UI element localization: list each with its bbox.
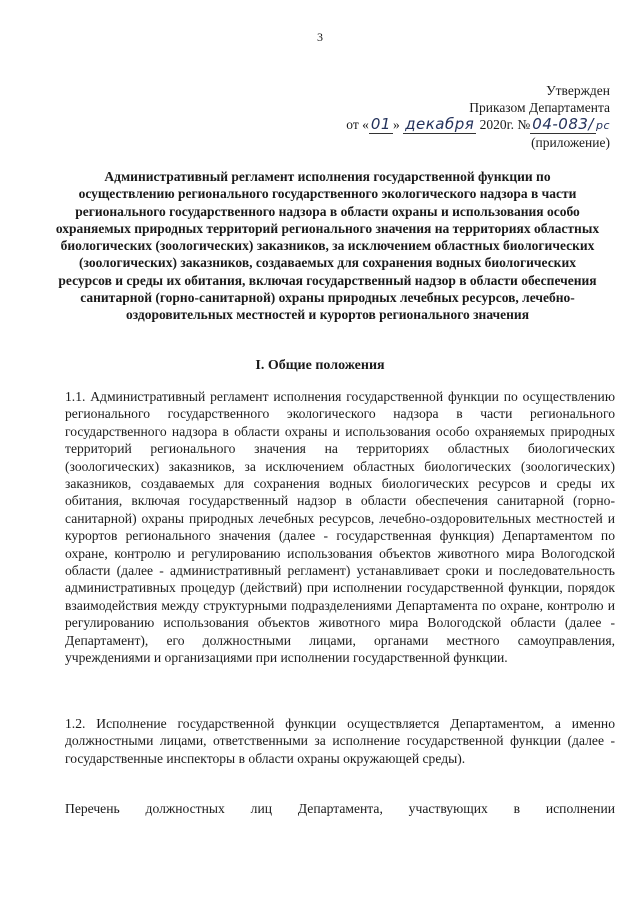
paragraph-1-2: 1.2. Исполнение государственной функции осуществляется Департаментом, а именно должностными лицами, ответственными за исполнение государственной функции (далее - государственные инспекторы в области охраны окружающей среды). [65,716,615,766]
order-label: Приказом Департамента [469,100,610,115]
date-mid: » [392,117,400,132]
date-prefix: от « [346,117,369,132]
page-number: 3 [317,30,323,44]
approval-stamp [346,82,610,151]
paragraph-1-1: 1.1. Административный регламент исполнения государственной функции по осуществлению регионального государственного экологического надзора в части регионального государственного надзора в области охраны и использования особо охраняемых природных территорий регионального значения на территориях областных биологических (зоологических) заказников, за исключением областных биологических (зоологических) заказников, создаваемых для сохранения водных биологических ресурсов и среды их обитания, включая государственный надзор в области обеспечения санитарной (горно-санитарной) охраны природных лечебных ресурсов, лечебно-оздоровительных местностей и курортов регионального значения (далее - государственная функция) Департаментом по охране, контролю и регулированию использования объектов животного мира Вологодской области (далее - административный регламент) устанавливает сроки и последовательность административных процедур (действий) при исполнении государственной функции, порядок взаимодействия между структурными подразделениями Департамента по охране, контролю и регулированию использования объектов животного мира Вологодской области (далее - Департамент), его должностными лицами, органами местного самоуправления, учреждениями и организациями при исполнении государственной функции. [65,389,615,666]
section-heading: I. Общие положения [255,358,385,373]
paragraph-officials-list: Перечень должностных лиц Департамента, участвующих в исполнении [65,801,615,816]
handwritten-number-suffix: pc [595,119,610,132]
attachment-label: (приложение) [531,135,610,150]
approved-label: Утвержден [546,83,610,98]
order-date-line [346,116,610,134]
order-year: 2020г. № [479,117,531,132]
handwritten-order-number: 04-083/ [532,115,594,133]
handwritten-day: 01 [370,115,391,133]
document-title: Административный регламент исполнения государственной функции по осуществлению регионального государственного экологического надзора в части регионального государственного надзора в области охраны и использования особо охраняемых природных территорий регионального значения на территориях областных биологических (зоологических) заказников, за исключением областных биологических (зоологических) заказников, создаваемых для сохранения водных биологических ресурсов и среды их обитания, включая государственный надзор в области обеспечения санитарной (горно-санитарной) охраны природных лечебных ресурсов, лечебно-оздоровительных местностей и курортов регионального значения [55,169,600,323]
handwritten-month: декабря [405,115,475,133]
